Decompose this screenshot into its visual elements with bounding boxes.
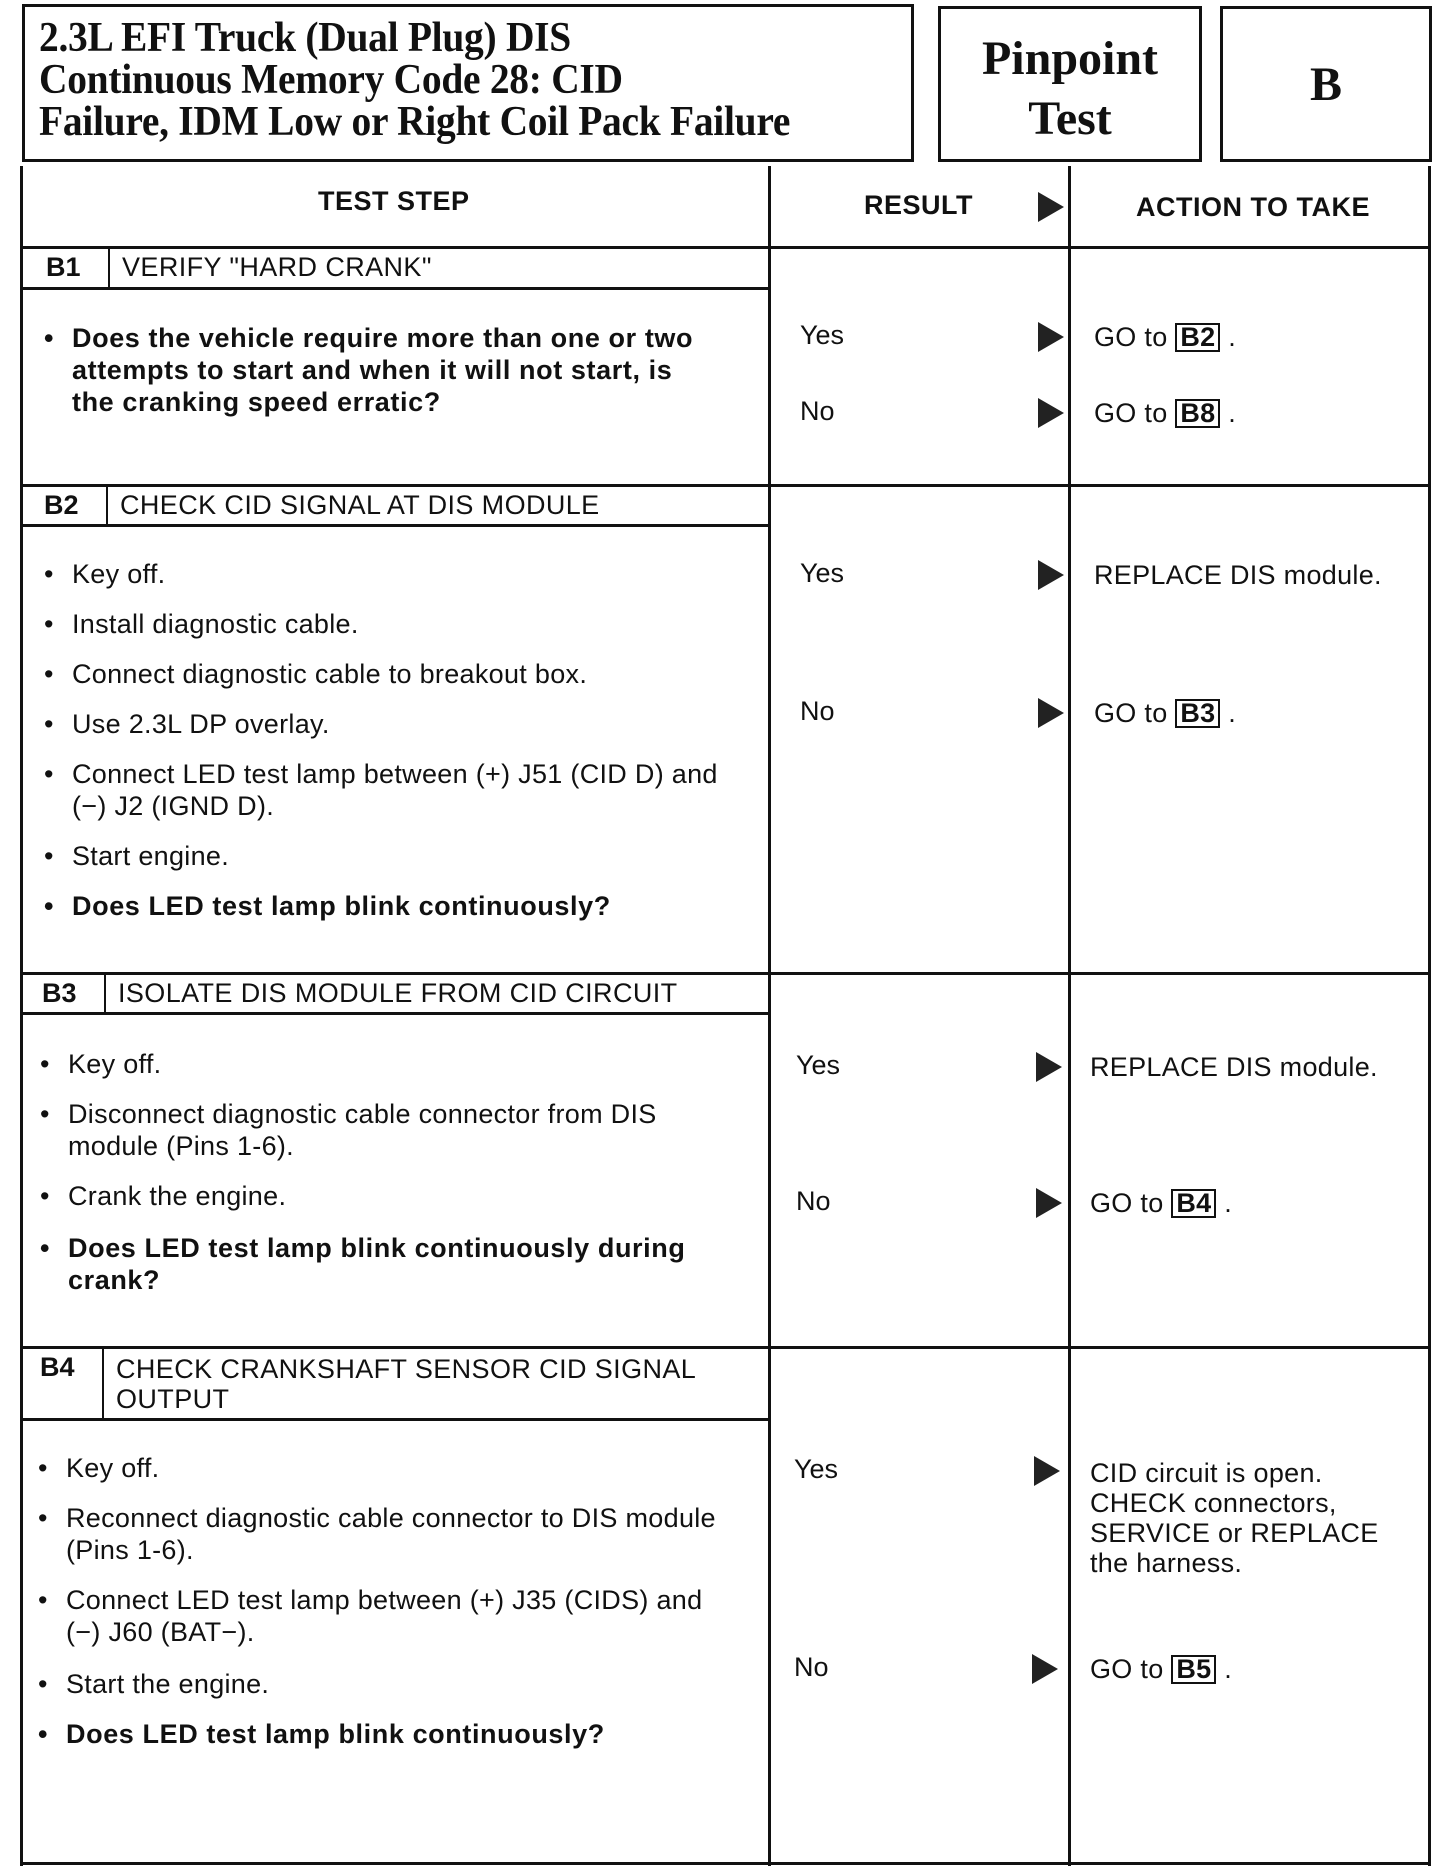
bullet-icon: •	[44, 709, 54, 739]
b3-step-4: • Does LED test lamp blink continuously during crank?	[40, 1233, 686, 1295]
bullet-icon: •	[40, 1233, 51, 1263]
b2-no-arrow-icon	[1038, 698, 1064, 728]
bullet-icon: •	[38, 1503, 48, 1533]
b3-label: B3	[42, 978, 77, 1008]
b3-result-no: No	[796, 1186, 831, 1216]
test-letter: B	[1309, 57, 1342, 111]
bullet-icon: •	[44, 841, 54, 871]
b2-title-divider	[20, 524, 770, 527]
b3-action-yes: REPLACE DIS module.	[1090, 1052, 1378, 1082]
b4-step-3: • Connect LED test lamp between (+) J35 (CIDS) and (−) J60 (BAT−).	[38, 1585, 703, 1647]
b3-title: ISOLATE DIS MODULE FROM CID CIRCUIT	[118, 978, 678, 1008]
ref-b2: B2	[1175, 323, 1220, 352]
bullet-icon: •	[40, 1181, 50, 1211]
b4-title	[116, 1354, 696, 1414]
b3-title-divider	[20, 1012, 770, 1015]
bullet-icon: •	[44, 609, 54, 639]
b4-result-yes: Yes	[794, 1454, 839, 1484]
bullet-icon: •	[40, 1099, 50, 1129]
col-divider-result	[768, 166, 771, 1866]
b2-step-4: • Use 2.3L DP overlay.	[44, 709, 330, 739]
bullet-icon: •	[44, 759, 54, 789]
b2-yes-arrow-icon	[1038, 560, 1064, 590]
b1-title-divider	[20, 287, 770, 290]
col-header-result: RESULT	[864, 190, 973, 220]
b4-title-line-1: CHECK CRANKSHAFT SENSOR CID SIGNAL	[116, 1354, 697, 1384]
b2-step-3: • Connect diagnostic cable to breakout box.	[44, 659, 588, 689]
bullet-icon: •	[38, 1585, 48, 1615]
ref-b3: B3	[1175, 699, 1220, 728]
b2-action-no: GO to B3 .	[1094, 698, 1237, 728]
b1-b2-divider	[20, 484, 1431, 487]
table-right-border	[1428, 166, 1431, 1866]
b2-b3-divider	[20, 972, 1431, 975]
pinpoint-test-box	[938, 6, 1202, 162]
b2-step-2: • Install diagnostic cable.	[44, 609, 359, 639]
test-label: Test	[1028, 92, 1112, 145]
b3-action-no: GO to B4 .	[1090, 1188, 1233, 1218]
b4-title-line-2: OUTPUT	[116, 1384, 230, 1414]
b2-step-7: • Does LED test lamp blink continuously?	[44, 891, 611, 921]
bullet-icon: •	[40, 1049, 50, 1079]
col-divider-action	[1068, 166, 1071, 1866]
b4-label: B4	[40, 1352, 75, 1382]
table-left-border	[20, 166, 23, 1866]
b2-action-yes: REPLACE DIS module.	[1094, 560, 1382, 590]
ref-b4: B4	[1171, 1189, 1216, 1218]
b2-title: CHECK CID SIGNAL AT DIS MODULE	[120, 490, 600, 520]
title-box	[22, 4, 914, 162]
b2-step-5: • Connect LED test lamp between (+) J51 (CID D) and (−) J2 (IGND D).	[44, 759, 718, 821]
ref-b5: B5	[1171, 1655, 1216, 1684]
b1-step-1: • Does the vehicle require more than one or two attempts to start and when it will not start, is the cranking speed erratic?	[44, 323, 694, 417]
b1-action-yes: GO to B2 .	[1094, 322, 1237, 352]
bullet-icon: •	[38, 1669, 48, 1699]
header-arrow-icon	[1038, 192, 1064, 222]
bullet-icon: •	[38, 1719, 49, 1749]
b3-step-1: • Key off.	[40, 1049, 162, 1079]
b3-step-3: • Crank the engine.	[40, 1181, 287, 1211]
ref-b8: B8	[1175, 399, 1220, 428]
b2-result-yes: Yes	[800, 558, 845, 588]
test-letter-box	[1220, 6, 1432, 162]
b1-no-arrow-icon	[1038, 398, 1064, 428]
b4-no-arrow-icon	[1032, 1654, 1058, 1684]
title-line-2: Continuous Memory Code 28: CID	[39, 57, 623, 103]
b4-yes-arrow-icon	[1034, 1456, 1060, 1486]
b1-label: B1	[46, 252, 81, 282]
b2-result-no: No	[800, 696, 835, 726]
bullet-icon: •	[44, 323, 55, 353]
col-header-test-step: TEST STEP	[318, 186, 470, 216]
b1-label-divider	[108, 248, 110, 288]
bullet-icon: •	[44, 559, 54, 589]
b4-step-4: • Start the engine.	[38, 1669, 270, 1699]
b3-b4-divider	[20, 1346, 1431, 1349]
header-row-divider	[20, 246, 1431, 249]
title-line-1: 2.3L EFI Truck (Dual Plug) DIS	[39, 15, 571, 61]
b4-step-1: • Key off.	[38, 1453, 160, 1483]
bullet-icon: •	[38, 1453, 48, 1483]
bullet-icon: •	[44, 891, 55, 921]
b4-action-yes: CID circuit is open. CHECK connectors, SERVICE or REPLACE the harness.	[1090, 1458, 1379, 1578]
b3-step-2: • Disconnect diagnostic cable connector from DIS module (Pins 1-6).	[40, 1099, 657, 1161]
b3-result-yes: Yes	[796, 1050, 841, 1080]
b1-action-no: GO to B8 .	[1094, 398, 1237, 428]
b4-title-divider	[20, 1418, 768, 1421]
b1-result-no: No	[800, 396, 835, 426]
b2-step-1: • Key off.	[44, 559, 166, 589]
col-header-action: ACTION TO TAKE	[1136, 192, 1370, 222]
table-bottom-border	[20, 1862, 1431, 1865]
b1-title: VERIFY "HARD CRANK"	[122, 252, 432, 282]
b4-step-5: • Does LED test lamp blink continuously?	[38, 1719, 605, 1749]
title-line-3: Failure, IDM Low or Right Coil Pack Failure	[39, 99, 791, 145]
b4-label-divider	[102, 1348, 104, 1420]
b2-label: B2	[44, 490, 79, 520]
b3-label-divider	[104, 974, 106, 1014]
b4-action-no: GO to B5 .	[1090, 1654, 1233, 1684]
b4-step-2: • Reconnect diagnostic cable connector to DIS module (Pins 1-6).	[38, 1503, 716, 1565]
pinpoint-label: Pinpoint	[981, 32, 1159, 85]
b2-label-divider	[106, 486, 108, 526]
b1-yes-arrow-icon	[1038, 322, 1064, 352]
b1-result-yes: Yes	[800, 320, 845, 350]
b4-result-no: No	[794, 1652, 829, 1682]
b3-no-arrow-icon	[1036, 1188, 1062, 1218]
b2-step-6: • Start engine.	[44, 841, 230, 871]
bullet-icon: •	[44, 659, 54, 689]
b3-yes-arrow-icon	[1036, 1052, 1062, 1082]
